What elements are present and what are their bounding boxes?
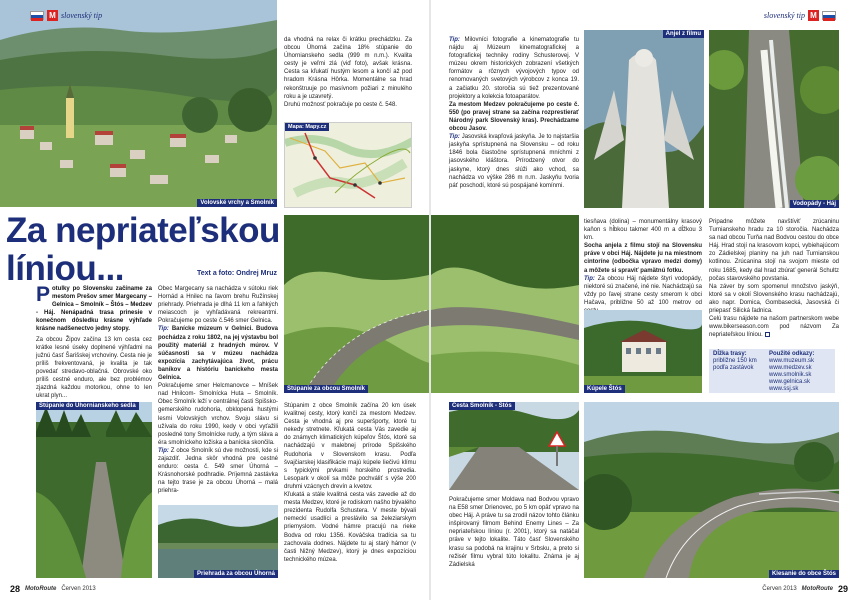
map-label: Mapa: Mapy.cz [285,123,329,131]
paragraph: Na záver by som spomenul množstvo jaskýň, ktoré sa v okolí Slovenského krasu nachádzajú, ako napr. Domica, Gombasecká, Jasovská či priepasť Silická ľadnica. [709,283,839,315]
page-header [30,10,102,21]
tip-label: Tip: [158,326,169,333]
tip-label: Tip: [584,275,595,282]
link-item[interactable]: www.muzeum.sk [769,358,815,364]
page-number: 29 [837,584,848,594]
text-column-4 [284,402,416,564]
photo-priehrada [158,505,278,578]
route-info-box [709,349,835,393]
left-page [0,0,429,600]
link-item[interactable]: www.smolnik.sk [769,372,812,378]
photo-anjel [584,30,704,208]
tip-text: Za obcou Háj nájdete štyri vodopády, niektoré sú značené, iné nie. Nachádzajú sa vždy po ľavej strane cesty smerom k obci Hačava, približne 50 až 100 metrov od [584,275,702,306]
footer-brand: MotoRoute [25,586,57,592]
length-label: Dĺžka trasy: [713,351,747,357]
text-column-r1 [449,36,579,190]
photo-klesanie-stos [584,402,839,578]
text-column-1 [36,285,152,400]
slovak-flag-icon [822,11,836,20]
slovak-flag-icon [30,11,44,20]
photo-cesta-smolnik-stos [449,402,579,490]
drop-cap: P [36,283,51,306]
tip-label: Tip: [449,134,460,141]
link-item[interactable]: www.ssj.sk [769,386,799,392]
page-header [764,10,836,21]
text-column-3 [284,36,412,109]
byline: Text a foto: Ondrej Mruz [197,270,277,277]
paragraph: da vhodná na relax či krátku prechádzku. Za obcou Úhorná začína 18% stúpanie do Úhornianskeho sedla (999 m n.m.). Kvalita cesty je veľmi zlá (viď foto), avšak krásna. Cesta sa kľukatí hustým lesom a končí až pod hradom Krásna Hôrka. Momentálne sa hrad rekonštruuje po masívnom požiari z minulého roku a je uzavretý. [284,37,412,100]
title-line-2: líniou... [6,249,124,288]
route-map [284,122,412,208]
photo-caption: Cesta Smolník - Štós [449,402,515,410]
title-line-1: Za nepriateľskou [6,211,280,250]
link-item[interactable]: www.gelnica.sk [769,379,811,385]
paragraph: Pokračujeme smer Helcmanovce – Mníšek nad Hnilcom- Smolnícka Huta – Smolník. Obec Smolník leží v centrálnej časti Spišsko-gemerského rudohoria, obklopená hustými lesmi Volovských vrchov. Svoju slávu si užívala do roku 1990, kedy v obci vyťažili posledné tony Smolnícke rudy, a tým sláva a éra smolníckeho ložiska a banícka skončila. [158,383,278,446]
right-page [431,0,860,600]
tip-text: Banícke múzeum v Gelnici. Budova pochádza z roku 1802, na jej výstavbu bol použitý materiál z hradných múrov. V súčasnosti sa v múzeu nachádza expozícia zachytávajúca život, prácu baníkov a históriu baníckeho mesta Gelnica. [158,326,278,382]
tip-text: Jasovská kvapľová jaskyňa. Je to najstaršia jaskyňa sprístupnená na Slovensku – od roku 1846 bola čiastočne sprístupnená mníchmi z jasovského kláštora. Prírodzený otvor do jaskyne, ktorý dnes slúži ako vchod, sa nachádza vo výške 286 m n.m. Jaskyňu tvoria páť poschodí, ktoré sú pospájané komínmi. [449,134,579,189]
photo-kupele-stos [584,310,702,393]
photo-caption: Volovské vrchy a Smolník [197,199,277,207]
photo-caption: Priehrada za obcou Úhorná [194,570,278,578]
photo-uhornianske-sedlo [36,402,152,578]
photo-volovske-vrchy [0,0,277,207]
photo-caption: Klesanie do obce Štós [769,570,839,578]
photo-stupanie-smolnik [284,215,429,393]
page-footer [762,584,848,594]
tip-label: Tip: [449,37,460,43]
motoroute-logo: M [47,10,58,21]
text-column-r4 [449,496,579,569]
paragraph: Stúpanim z obce Smolník začína 20 km úsek kvalitnej cesty, ktorý končí za mestom Medzev. Cesta je vhodná aj pre superšporty, ktoré tu nekedy stretnete. Kľukatá cesta Vás zavedie aj do známych klimatických kúpeľov Štós, ktoré sa nachádzajú v malebnej prírode Spišského Rudohoria v Slovenskom krasu. Podľa švajčiarskej klasifikácie majú kúpele liečivú klímu s typickými prvkami horského prostredia. Lesopark v okolí sa môže pochváliť s výše 200 druhmi vzácnych drevín a kvetov. [284,403,416,490]
page-footer [10,584,96,594]
photo-caption: Vodopády - Háj [790,200,839,208]
text-column-r3 [709,218,839,339]
tip-text: Milovníci fotografie a kinematografie tu nájdu aj Múzeum kinematografickej a fotografickej techniky rodiny Schusterovej. V múzeu okrem historických zobrazení všetkých formátov a rôznych vývojových typov od renomovaných svetových výrobcov z konca 19. a začiatku 20. storočia sú tiež prezentované projektory a kolekcia fotoaparátov. [449,37,580,100]
paragraph: Obec Margecany sa nachádza v sútoku riek Hornád a Hnilec na ľavom brehu Ružínskej priehrady. Priehrada je dlhá 11 km a ľahkých meiascoch je vyhľadávaná rekreantmi. Pokračujeme po ceste č.546 smer Gelnica. [158,286,278,325]
section-label: slovenský tip [763,11,805,20]
tip-label: Tip: [158,447,169,454]
paragraph: Pokračujeme smer Moldava nad Bodvou vpravo na E58 smer Drienovec, po 5 km opäť vpravo na obec Háj. A práve tu sa zrodil názov tohto článku inšpirovaný filmom Behind Enemy Lines – Za nepriateľskou líniou (r. 2001), ktorý sa natáčal práve v tejto lokalite. Táto časť Slovenského krasu sa podobá na krajinu v Srbsku, a preto si režisér filmu vybral túto lokalitu. Známa je aj Zádielská [449,497,579,568]
section-label: slovenský tip [61,11,103,20]
paragraph: Za mestom Medzev pokračujeme po ceste č. 550 (po pravej strane sa začína rozprestierať Národný park Slovenský kras). Prechádzame obcou Jasov. [449,101,579,133]
paragraph: Za obcou Žipov začína 13 km cesta cez krátke lesné úseky doplnené výhľadmi na južnú časť Šarišskej vrchoviny. Cesta nie je príliš frekventovaná, je kvalita je tak povedať stredavo-oblačná. Obrovské oko príliš cestné enduro, ale bez problémov zjazdná každou motorkou, ohne to len ukrat plyn... [36,336,152,400]
photo-vodopady [709,30,839,208]
tip-text: Z obce Smolník sú dve možnosti, kde si zajazdiť. Jedna skôr vhodná pre cestné enduro: cesta č. 549 smer Úhorná – Krásnohorské podhradie. Príjemná zastávka na tejto trase je za obcou Úhorná – malá priehra- [158,447,278,495]
motoroute-logo: M [808,10,819,21]
footer-date: Červen 2013 [762,586,797,592]
text-column-2 [158,285,278,495]
paragraph [709,315,839,339]
paragraph: Pripadne môžete navštíviť zrúcaninu Turnianskeho hradu za 10 storočia. Nachádza sa nad obcou Turňa nad Bodvou cestou do obce Háj. Hrad stojí na krasovom kopci, vybiehajúcom zo Zádielskej planiny na juh nad Turnianskou kotlinou. Zrúcanina stojí na svojom mieste od roku 1685, kedy dal hrad zbúrať generál Schultz počas stavovského povstania. [709,219,839,282]
footer-date: Červen 2013 [61,586,96,592]
paragraph: Socha anjela z filmu stojí na Slovensku práve v obci Háj. Nájdete ju na miestnom cintoríne (odbočka vpravo medzi domy) a môžete si spraviť pamätnú fotku. [584,243,702,274]
lead-paragraph: otulky po Slovensku začíname za mestom Prešov smer Margecany – Gelnica – Smolník – Štós – Medzev - Háj. Nenápadná trasa prinesie v konečnom dôsledku krásne výhľade krásne nadšenectvo jedny stopy. [36,286,152,333]
stops-label: podľa zastávok [713,365,754,371]
end-mark-icon [765,332,770,337]
length-value: približne 150 km [713,358,757,364]
paragraph: tiesňava (dolina) – monumentálny krasový kaňon s hĺbkou takmer 400 m a dĺžkou 3 km. [584,219,702,242]
paragraph: Druhú možnosť pokračuje po ceste č. 548. [284,101,397,108]
footer-brand: MotoRoute [801,586,833,592]
photo-caption: Kúpele Štós [584,385,625,393]
paragraph: Kľukatá a stále kvalitná cesta vás zavedie až do mesta Medzev, ktoré je rodiskom našho bývalého prezidenta Rudolfa Schustera. V meste bývali nemeckí usadlíci a preslávilo sa železiarskym priemyslom. Vodné hámre pracujú na rieke Bodva od roku 1356. Kováčska tradícia sa tu zachovala dodnes. Nájdete tu aj starý hámor (v časti Nižný Medzev), ktorý je dnes expozíciou technického múzea. [284,492,416,563]
photo-stupanie-smolnik-2 [431,215,579,393]
photo-caption: Stúpanie za obcou Smolník [284,385,368,393]
paragraph-text: Celú trasu nájdete na našom partnerskom webe www.bikerseason.com pod názvom Za nepriateľskou líniou. [709,316,839,339]
link-item[interactable]: www.medzev.sk [769,365,812,371]
text-column-r2 [584,218,702,315]
photo-caption: Stúpanie do Úhornianskeho sedla [36,402,139,410]
photo-caption: Anjel z filmu [663,30,704,38]
links-label: Použité odkazy: [769,351,815,357]
page-number: 28 [10,584,21,594]
